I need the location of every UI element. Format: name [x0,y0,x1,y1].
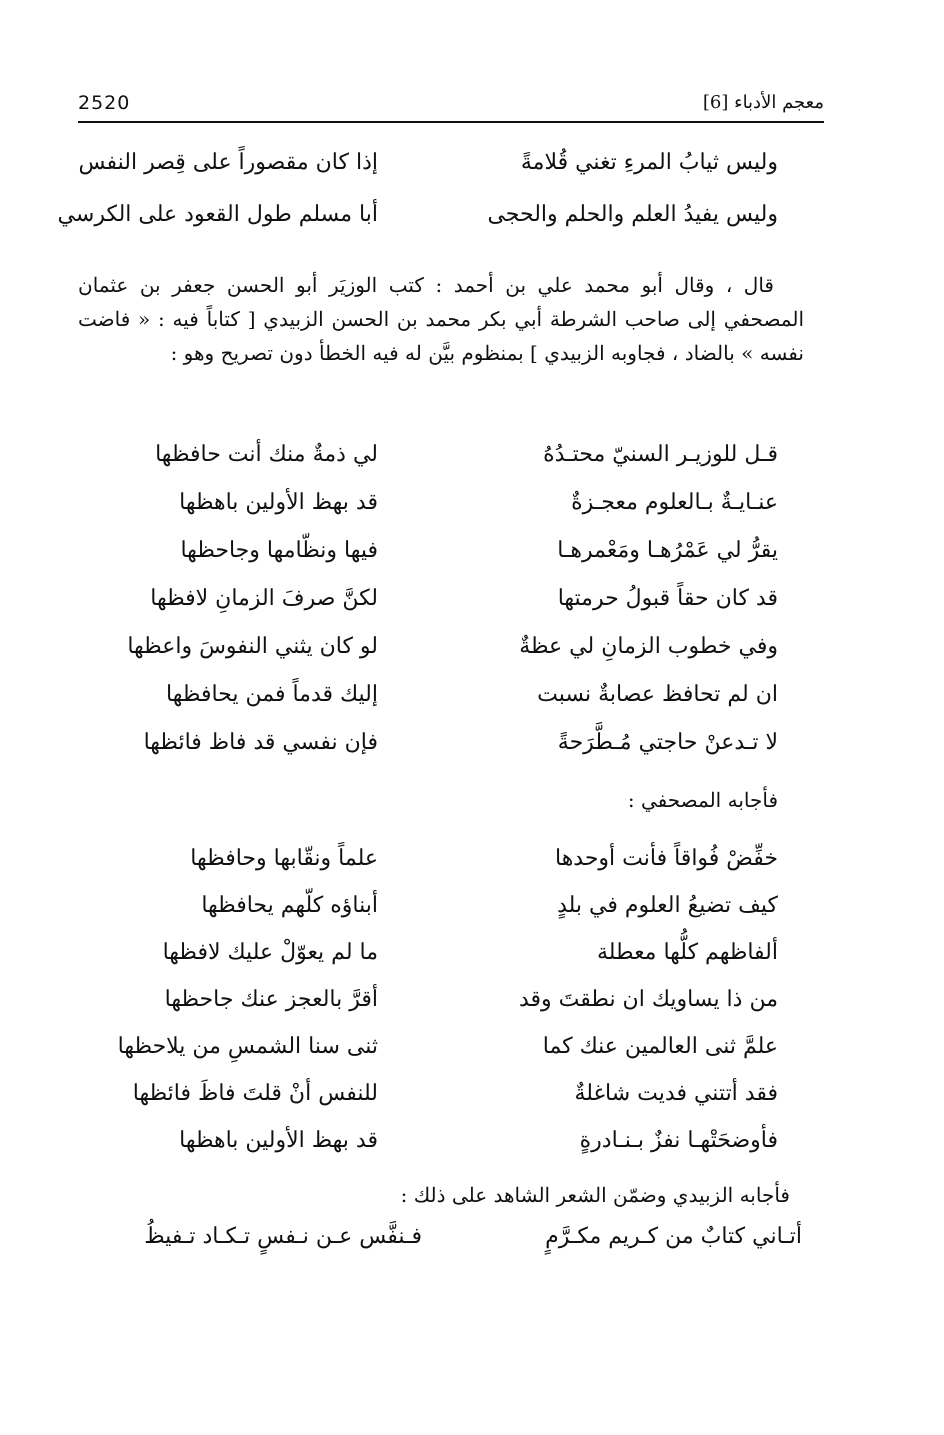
verse-first-hemistich: وليس ثيابُ المرءِ تغني قُلامةً [520,150,778,175]
verse-second-hemistich: فيها ونظّامها وجاحظها [180,538,378,563]
verse-second-hemistich: أبناؤه كلّهم يحافظها [201,893,378,918]
verse-line [78,150,778,202]
page-number: 2520 [78,92,131,114]
verse-first-hemistich: أتـاني كتابٌ من كـريم مكـرَّمٍ [545,1224,802,1249]
verse-second-hemistich: إليك قدماً فمن يحافظها [166,682,378,707]
opening-verses [57,150,778,254]
verse-second-hemistich: لكنَّ صرفَ الزمانِ لافظها [150,586,378,611]
verse-first-hemistich: ان لم تحافظ عصابةٌ نسبت [537,682,778,707]
verse-line [78,442,778,490]
verse-line [112,1224,802,1276]
verse-second-hemistich: فـنفَّس عـن نـفسٍ تـكـاد تـفيظُ [144,1224,422,1249]
header-rule [78,121,824,123]
running-title: معجم الأدباء [6] [702,92,824,113]
verse-line [78,730,778,778]
verse-first-hemistich: قد كان حقاً قبولُ حرمتها [557,586,778,611]
verse-line [78,940,778,987]
verse-first-hemistich: وليس يفيدُ العلم والحلم والحجى [487,202,778,227]
verse-first-hemistich: فأوضحَتْهـا نفزٌ بـنـادرةٍ [579,1128,778,1153]
verse-first-hemistich: وفي خطوب الزمانِ لي عظةٌ [519,634,778,659]
verse-first-hemistich: يقرُّ لي عَمْرُهـا ومَعْمرهـا [557,538,778,563]
verse-line [78,893,778,940]
verse-first-hemistich: عنـايـةٌ بـالعلوم معجـزةٌ [571,490,778,515]
verse-second-hemistich: أقرَّ بالعجز عنك جاحظها [164,987,378,1012]
verse-line [78,846,778,893]
verse-line [78,682,778,730]
verse-line [78,538,778,586]
verse-line [78,634,778,682]
reply-two-intro: فأجابه الزبيدي وضمّن الشعر الشاهد على ذلك : [400,1183,790,1207]
verse-line [78,586,778,634]
verse-first-hemistich: ألفاظهم كلُّها معطلة [596,940,778,965]
verse-second-hemistich: ثنى سنا الشمسِ من يلاحظها [117,1034,378,1059]
poem-two [78,846,778,1175]
poem-one [78,442,778,778]
verse-first-hemistich: كيف تضيعُ العلوم في بلدٍ [557,893,778,918]
verse-first-hemistich: من ذا يساويك ان نطقتَ وقد [518,987,778,1012]
verse-second-hemistich: لي ذمةٌ منك أنت حافظها [155,442,378,467]
verse-second-hemistich: لو كان يثني النفوسَ واعظها [127,634,378,659]
prose-paragraph: قال ، وقال أبو محمد علي بن أحمد : كتب الوزيَر أبو الحسن جعفر بن عثمان المصحفي إلى صاحب الشرطة أبي بكر محمد بن الحسن الزبيدي [ كتاباً فيه : « فاضت نفسه » بالضاد ، فجاوبه الزبيدي ] بمنظوم بيَّن له فيه الخطأ دون تصريح وهو : [78,273,804,365]
verse-second-hemistich: فإن نفسي قد فاظ فائظها [143,730,378,755]
verse-second-hemistich: قد بهظ الأولين باهظها [179,490,378,515]
verse-line [78,1128,778,1175]
verse-first-hemistich: قـل للوزيـر السنيّ محتـدُهُ [543,442,778,467]
verse-line [78,987,778,1034]
verse-second-hemistich: علماً ونقّابها وحافظها [190,846,378,871]
verse-second-hemistich: قد بهظ الأولين باهظها [179,1128,378,1153]
verse-first-hemistich: علمَّ ثنى العالمين عنك كما [542,1034,778,1059]
final-verse [112,1224,802,1276]
verse-first-hemistich: خفِّضْ فُواقاً فأنت أوحدها [554,846,778,871]
verse-second-hemistich: للنفس أنْ قلتَ فاظَ فائظها [132,1081,378,1106]
verse-first-hemistich: لا تـدعنْ حاجتي مُـطَّرَحةً [557,730,778,755]
verse-line [78,1034,778,1081]
verse-line [78,490,778,538]
verse-second-hemistich: إذا كان مقصوراً على قِصر النفس [78,150,378,175]
page-header [78,88,824,122]
verse-second-hemistich: أبا مسلم طول القعود على الكرسي [57,202,378,227]
verse-line [57,202,778,254]
verse-first-hemistich: فقد أتتني فديت شاغلةٌ [574,1081,778,1106]
verse-line [78,1081,778,1128]
reply-one-intro: فأجابه المصحفي : [627,788,778,812]
verse-second-hemistich: ما لم يعوّلْ عليك لافظها [162,940,378,965]
